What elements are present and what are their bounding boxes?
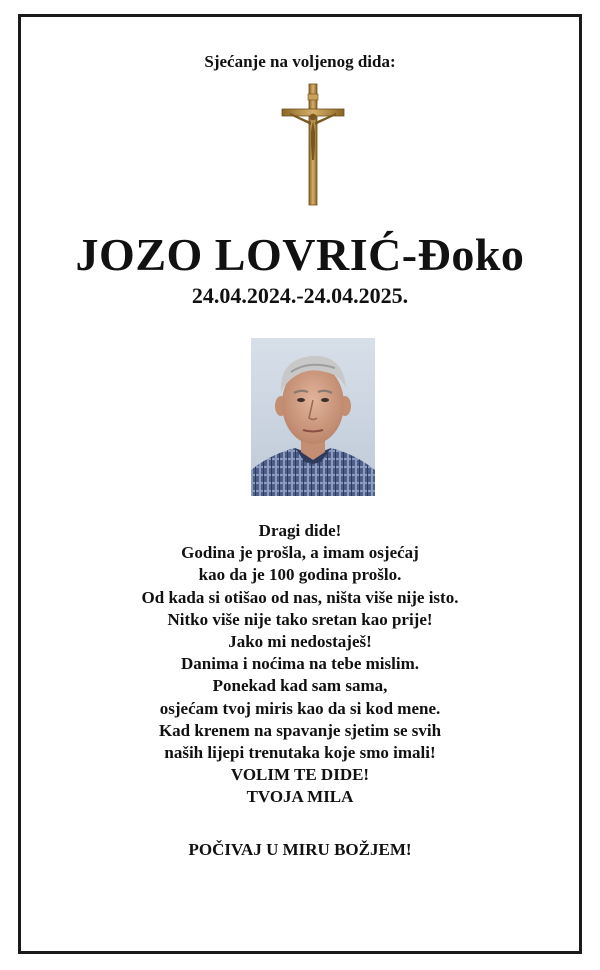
message-line: osjećam tvoj miris kao da si kod mene. <box>159 698 441 718</box>
message-line: kao da je 100 godina prošlo. <box>198 565 402 585</box>
message-line: Danima i noćima na tebe mislim. <box>181 654 419 674</box>
message-line: Od kada si otišao od nas, ništa više nije isto. <box>141 587 459 607</box>
message-line: Nitko više nije tako sretan kao prije! <box>167 609 433 629</box>
message-line: Kad krenem na spavanje sjetim se svih <box>158 720 442 740</box>
message-line: Godina je prošla, a imam osjećaj <box>181 543 419 563</box>
portrait-photo <box>251 338 375 496</box>
message-line: Ponekad kad sam sama, <box>212 676 388 696</box>
message-line: naših lijepi trenutaka koje smo imali! <box>164 743 436 763</box>
deceased-name: JOZO LOVRIĆ-Đoko <box>75 229 525 280</box>
message-line: Dragi dide! <box>258 521 342 540</box>
header-line: Sjećanje na voljenog dida: <box>204 52 396 71</box>
message-line: VOLIM TE DIDE! <box>230 765 370 785</box>
message-line: TVOJA MILA <box>246 787 354 807</box>
memorial-message <box>0 520 600 809</box>
message-line: Jako mi nedostaješ! <box>228 632 372 652</box>
crucifix-icon <box>278 82 348 207</box>
memorial-dates: 24.04.2024.-24.04.2025. <box>191 283 409 308</box>
closing-line: POČIVAJ U MIRU BOŽJEM! <box>188 840 412 859</box>
